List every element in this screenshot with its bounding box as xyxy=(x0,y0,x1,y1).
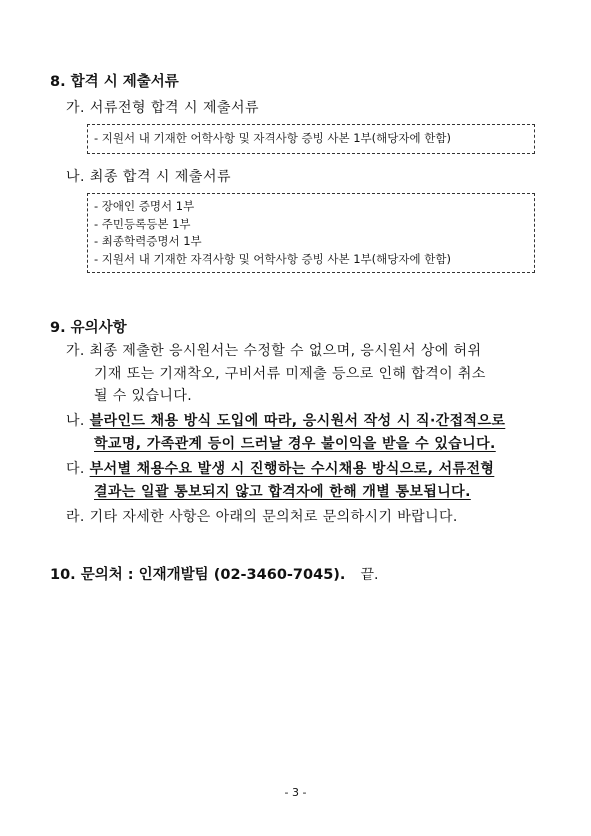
section-8-ga-box xyxy=(87,124,535,154)
notice-item-ga xyxy=(66,340,486,408)
section-9-heading: 9. 유의사항 xyxy=(50,320,127,336)
box-line: - 최종학력증명서 1부 xyxy=(94,234,202,248)
section-8-na-title: 나. 최종 합격 시 제출서류 xyxy=(66,169,231,185)
notice-item-da xyxy=(66,458,494,503)
section-10-heading: 10. 문의처 : 인재개발팀 (02-3460-7045). xyxy=(50,567,346,583)
item-marker: 다. xyxy=(66,461,85,477)
item-line: 학교명, 가족관계 등이 드러날 경우 불이익을 받을 수 있습니다. xyxy=(94,435,496,452)
notice-item-na xyxy=(66,410,505,455)
item-line: 부서별 채용수요 발생 시 진행하는 수시채용 방식으로, 서류전형 xyxy=(89,461,495,477)
item-line: 블라인드 채용 방식 도입에 따라, 응시원서 작성 시 직·간접적으로 xyxy=(89,413,506,429)
section-8-na-box xyxy=(87,193,535,273)
item-marker: 라. xyxy=(66,509,85,525)
section-10-line xyxy=(50,563,379,584)
item-line: 결과는 일괄 통보되지 않고 합격자에 한해 개별 통보됩니다. xyxy=(94,483,471,500)
notice-item-ra xyxy=(66,506,458,529)
item-line: 될 수 있습니다. xyxy=(94,388,193,404)
box-line: - 지원서 내 기재한 어학사항 및 자격사항 증빙 사본 1부(해당자에 한함) xyxy=(94,131,451,145)
item-line: 최종 제출한 응시원서는 수정할 수 없으며, 응시원서 상에 허위 xyxy=(89,343,482,359)
item-marker: 나. xyxy=(66,413,85,429)
box-line: - 장애인 증명서 1부 xyxy=(94,199,195,213)
item-line: 기타 자세한 사항은 아래의 문의처로 문의하시기 바랍니다. xyxy=(89,509,458,525)
section-8-heading: 8. 합격 시 제출서류 xyxy=(50,74,179,90)
page-number: - 3 - xyxy=(284,786,307,799)
section-8-ga-title: 가. 서류전형 합격 시 제출서류 xyxy=(66,100,260,116)
item-marker: 가. xyxy=(66,343,85,359)
box-line: - 주민등록등본 1부 xyxy=(94,216,191,231)
end-mark: 끝. xyxy=(360,567,379,583)
box-line: - 지원서 내 기재한 자격사항 및 어학사항 증빙 사본 1부(해당자에 한함) xyxy=(94,251,451,266)
item-line: 기재 또는 기재착오, 구비서류 미제출 등으로 인해 합격이 취소 xyxy=(94,365,486,382)
